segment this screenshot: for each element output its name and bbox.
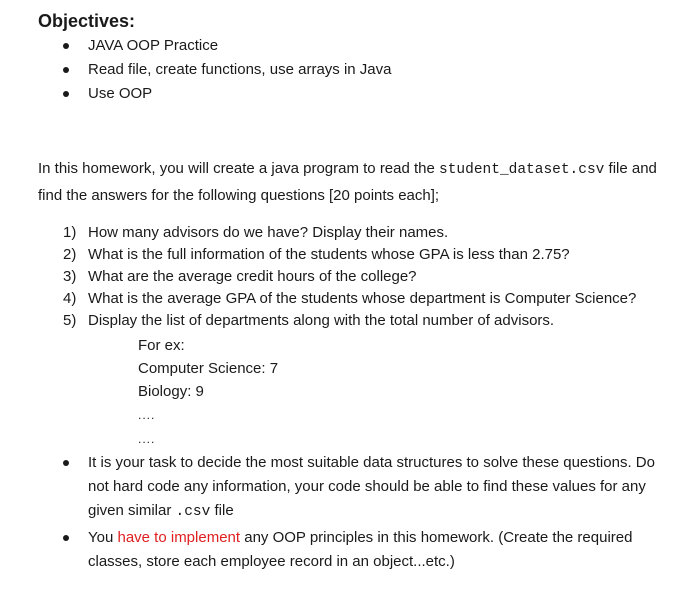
- task-item-data-structures: [38, 451, 668, 524]
- example-line: Computer Science: 7: [138, 360, 279, 377]
- question-item: [38, 222, 670, 244]
- example-line: Biology: 9: [138, 383, 204, 400]
- example-block: [138, 334, 670, 451]
- questions-list: [38, 222, 670, 332]
- task-text: You: [88, 529, 118, 546]
- task-text: file: [210, 502, 234, 519]
- question-number: 2): [63, 246, 77, 263]
- objective-item: Use OOP: [38, 82, 670, 106]
- question-number: 3): [63, 268, 77, 285]
- highlighted-requirement: have to implement: [117, 529, 241, 546]
- question-text: What are the average credit hours of the college?: [88, 268, 417, 285]
- task-text: It is your task to decide the most suitable data structures to solve these questions. Do not hard code any information, your code should be able to find these values for any given similar: [88, 454, 655, 519]
- task-list: [38, 451, 668, 574]
- objectives-list: [38, 34, 670, 106]
- objective-item: JAVA OOP Practice: [38, 34, 670, 58]
- intro-text-end: file and find the answers for the following questions [20 points each];: [38, 160, 657, 204]
- question-text: What is the average GPA of the students whose department is Computer Science?: [88, 290, 637, 307]
- task-item-oop: [38, 526, 668, 574]
- question-text: What is the full information of the students whose GPA is less than 2.75?: [88, 246, 570, 263]
- question-number: 4): [63, 290, 77, 307]
- question-item: [38, 266, 670, 288]
- csv-extension: .csv: [175, 504, 211, 520]
- example-label: For ex:: [138, 337, 185, 354]
- question-item: [38, 288, 670, 310]
- question-number: 1): [63, 224, 77, 241]
- objective-item: Read file, create functions, use arrays in Java: [38, 58, 670, 82]
- example-ellipsis: ....: [138, 408, 156, 422]
- intro-paragraph: [38, 156, 678, 208]
- dataset-filename: student_dataset.csv: [439, 162, 605, 178]
- objectives-heading: Objectives:: [38, 11, 136, 31]
- question-text: How many advisors do we have? Display their names.: [88, 224, 449, 241]
- task-text: any OOP principles in this homework. (Create the required classes, store each employee record in an object...etc.): [88, 529, 633, 570]
- question-item: [38, 310, 670, 332]
- intro-text-start: In this homework, you will create a java program to read the: [38, 160, 440, 177]
- question-item: [38, 244, 670, 266]
- question-text: Display the list of departments along with the total number of advisors.: [88, 312, 555, 329]
- example-ellipsis: ....: [138, 432, 156, 446]
- question-number: 5): [63, 312, 77, 329]
